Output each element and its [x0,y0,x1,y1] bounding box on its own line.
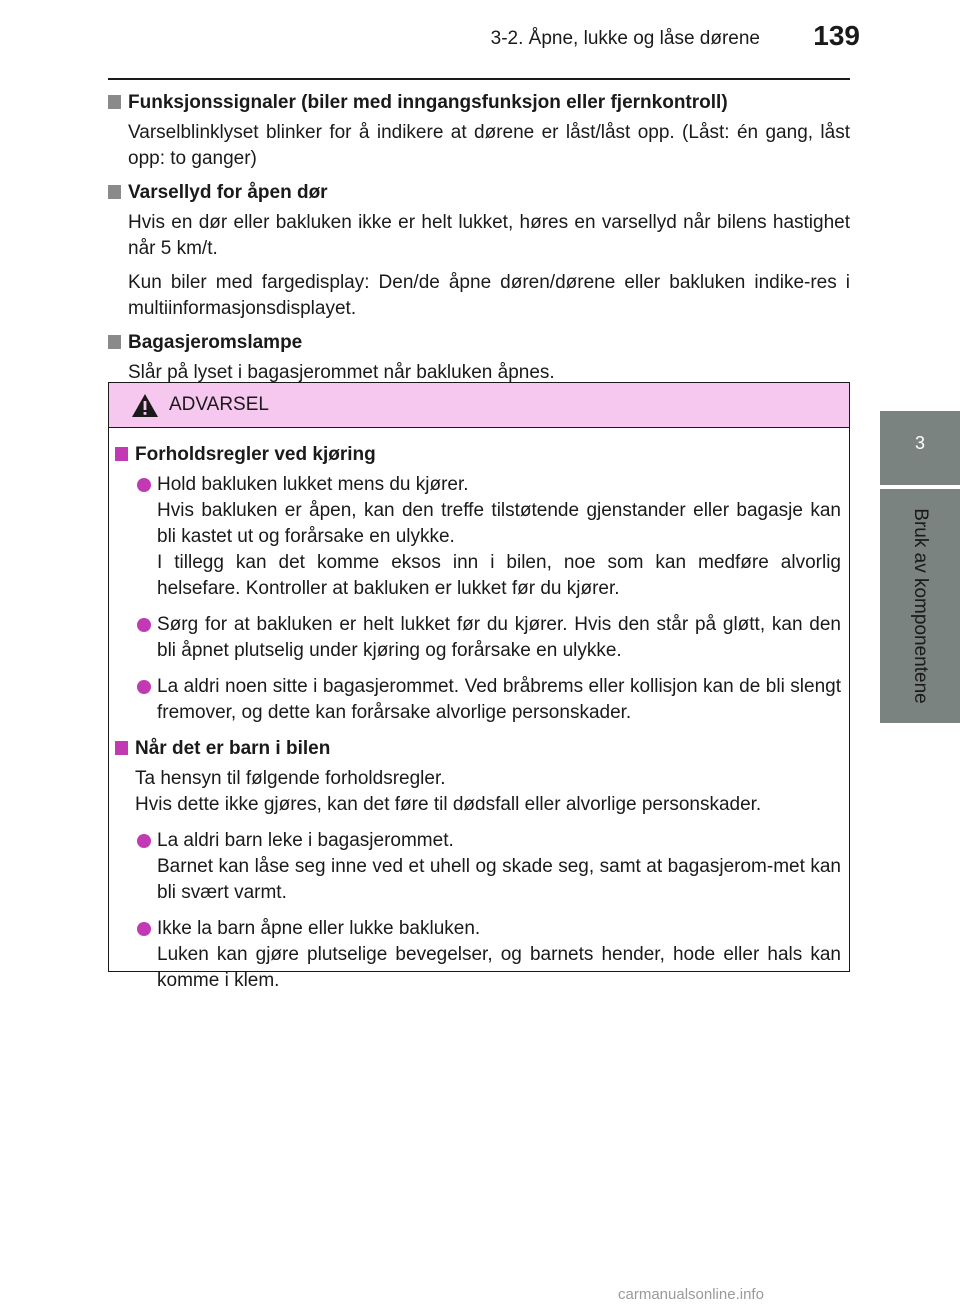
round-bullet-icon [137,680,151,694]
chapter-tab-title: Bruk av komponentene [910,508,931,704]
section-paragraph: Hvis en dør eller bakluken ikke er helt lukket, høres en varsellyd når bilens hastighet når 5 km/t. [128,212,850,259]
bullet-line: La aldri barn leke i bagasjerommet. [157,830,454,851]
square-bullet-icon [108,95,121,109]
section-title: Funksjonssignaler (biler med inngangsfunksjon eller fjernkontroll) [128,92,728,113]
section-open-door-warning [108,180,850,322]
round-bullet-icon [137,922,151,936]
warning-bullet [115,916,841,994]
warning-triangle-icon [131,393,159,418]
bullet-line: La aldri noen sitte i bagasjerommet. Ved bråbrems eller kollisjon kan de bli slengt fremover, og dette kan forårsake alvorlige personskader. [157,676,841,723]
round-bullet-icon [137,618,151,632]
page-number: 139 [813,20,860,51]
warning-box [108,382,850,991]
section-functional-signals [108,90,850,172]
warning-bullet [115,472,841,602]
intro-line: Hvis dette ikke gjøres, kan det føre til dødsfall eller alvorlige personskader. [135,794,762,815]
bullet-line: Sørg for at bakluken er helt lukket før du kjører. Hvis den står på gløtt, kan den bli åpnet plutselig under kjøring og forårsake en ulykke. [157,614,841,661]
chapter-tab [880,489,960,723]
warning-title: ADVARSEL [169,394,269,415]
warning-intro [115,766,841,818]
watermark: carmanualsonline.info [618,1286,764,1303]
round-bullet-icon [137,834,151,848]
bullet-line: Luken kan gjøre plutselige bevegelser, og barnets hender, hode eller hals kan komme i klem. [157,944,841,991]
section-paragraph: Kun biler med fargedisplay: Den/de åpne døren/dørene eller bakluken indike-res i multiinformasjonsdisplayet. [128,272,850,319]
bullet-line: I tillegg kan det komme eksos inn i bilen, noe som kan medføre alvorlig helsefare. Kontroller at bakluken er lukket før du kjører. [157,552,841,599]
chapter-tab-number: 3 [880,411,960,485]
bullet-line: Hold bakluken lukket mens du kjører. [157,474,469,495]
intro-line: Ta hensyn til følgende forholdsregler. [135,768,446,789]
square-bullet-icon [115,447,128,461]
warning-bullet [115,828,841,906]
warning-header [109,383,849,428]
section-paragraph: Slår på lyset i bagasjerommet når bakluken åpnes. [128,362,555,383]
square-bullet-icon [108,185,121,199]
section-title: Varsellyd for åpen dør [128,182,328,203]
bullet-line: Ikke la barn åpne eller lukke bakluken. [157,918,481,939]
warning-bullet [115,612,841,664]
bullet-line: Hvis bakluken er åpen, kan den treffe tilstøtende gjenstander eller bagasje kan bli kastet ut og forårsake en ulykke. [157,500,841,547]
section-paragraph: Varselblinklyset blinker for å indikere at dørene er låst/låst opp. (Låst: én gang, låst opp: to ganger) [128,122,850,169]
section-luggage-lamp [108,330,850,386]
square-bullet-icon [108,335,121,349]
warning-section-title: Forholdsregler ved kjøring [135,444,376,465]
bullet-line: Barnet kan låse seg inne ved et uhell og skade seg, samt at bagasjerom-met kan bli svært varmt. [157,856,841,903]
main-content [108,90,850,394]
round-bullet-icon [137,478,151,492]
header-divider [108,78,850,80]
warning-section-title: Når det er barn i bilen [135,738,331,759]
square-bullet-icon [115,741,128,755]
warning-bullet [115,674,841,726]
warning-body [109,428,849,994]
section-title: Bagasjeromslampe [128,332,303,353]
header-section-title: 3-2. Åpne, lukke og låse dørene [490,28,760,49]
